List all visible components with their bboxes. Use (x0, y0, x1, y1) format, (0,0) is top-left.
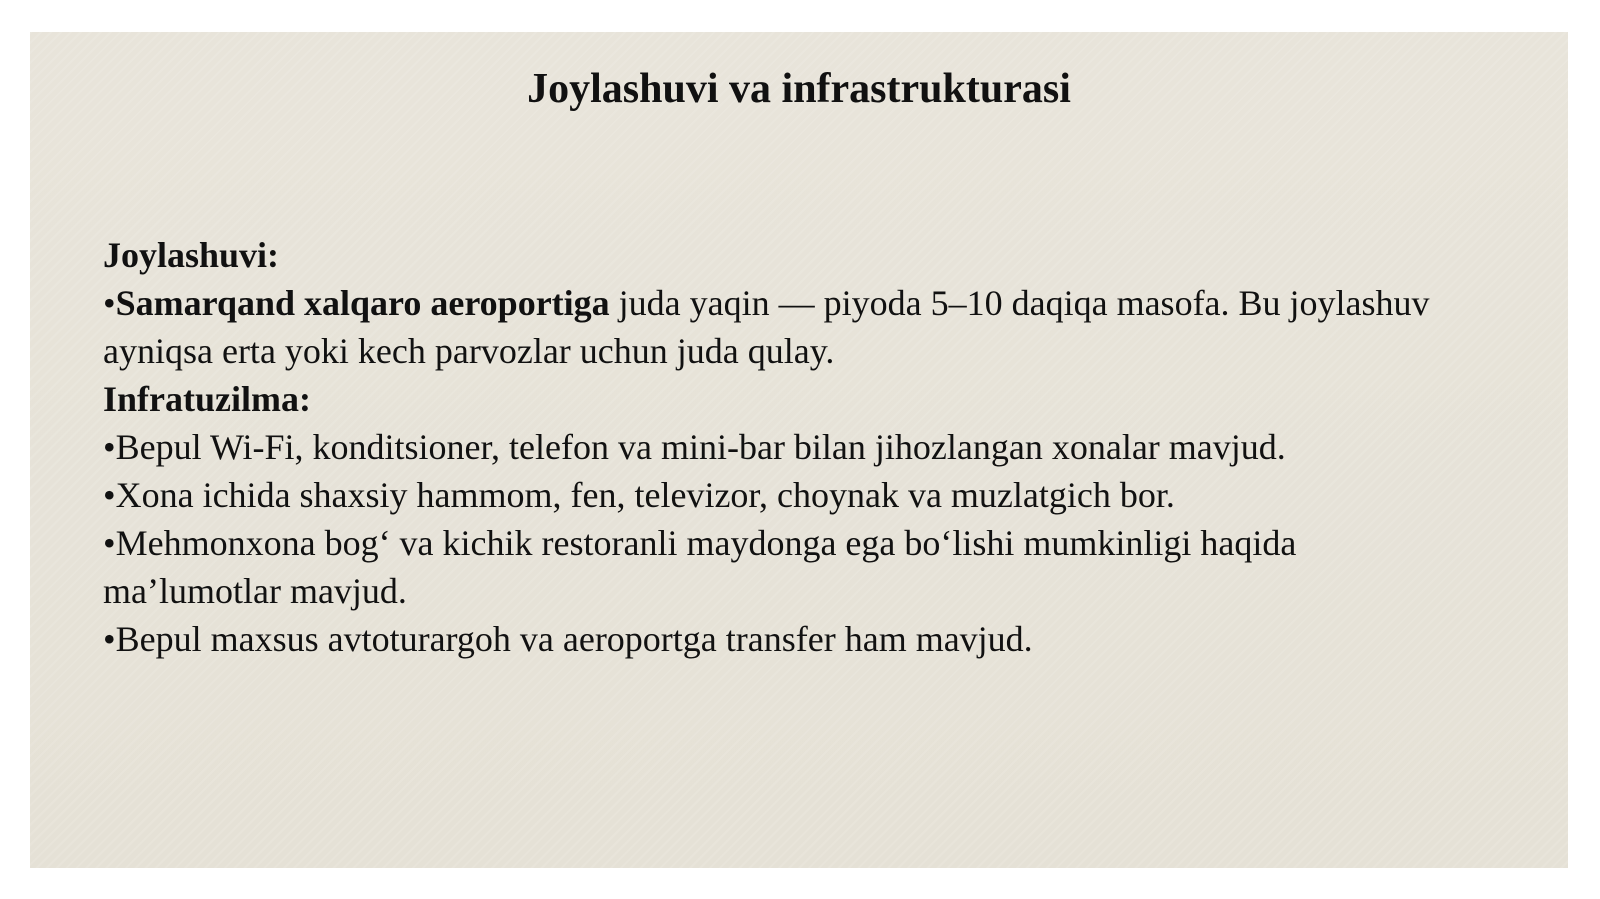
infrastructure-heading: Infratuzilma: (103, 379, 311, 419)
airport-name: Samarqand xalqaro aeroportiga (115, 283, 610, 323)
slide-body (103, 231, 1483, 663)
location-description: juda yaqin — piyoda 5–10 daqiqa masofa. Bu joylashuv ayniqsa erta yoki kech parvozlar uchun juda qulay. (103, 283, 1430, 371)
slide-title: Joylashuvi va infrastrukturasi (527, 66, 1071, 112)
infrastructure-bullet: •Mehmonxona bog‘ va kichik restoranli maydonga ega bo‘lishi mumkinligi haqida ma’lumotlar mavjud. (103, 523, 1297, 611)
infrastructure-bullet: •Bepul Wi-Fi, konditsioner, telefon va mini-bar bilan jihozlangan xonalar mavjud. (103, 427, 1286, 467)
infrastructure-bullet: •Xona ichida shaxsiy hammom, fen, televizor, choynak va muzlatgich bor. (103, 475, 1175, 515)
location-bullet (103, 279, 1483, 375)
slide (30, 32, 1568, 868)
location-heading: Joylashuvi: (103, 235, 280, 275)
bullet-marker: • (103, 283, 116, 323)
infrastructure-bullet: •Bepul maxsus avtoturargoh va aeroportga transfer ham mavjud. (103, 619, 1033, 659)
